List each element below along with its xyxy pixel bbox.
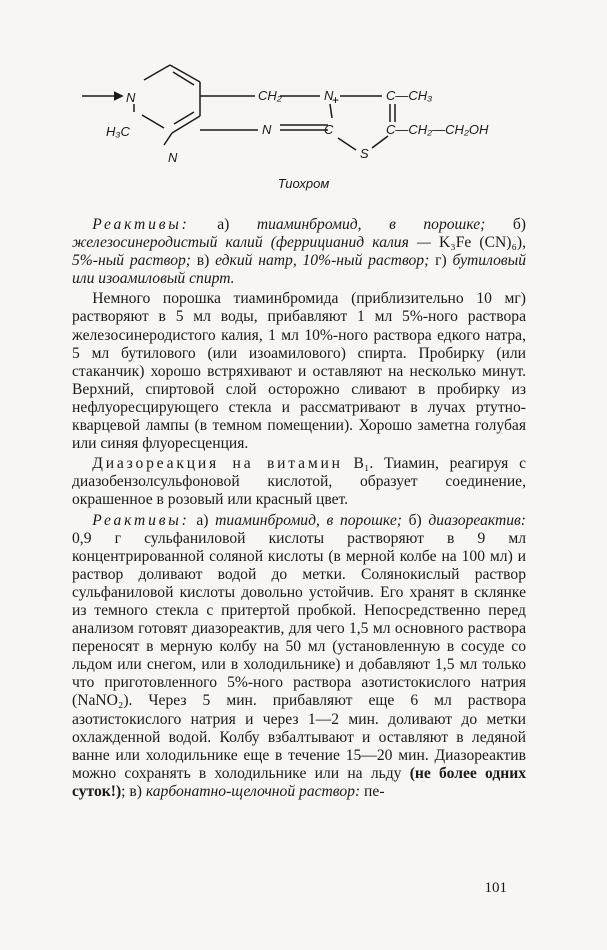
atom-n1: N — [126, 90, 136, 105]
paragraph-reagents-1 — [72, 216, 526, 288]
reagent-d: бутиловый или изоамиловый спирт. — [72, 252, 526, 288]
text-run: 0,9 г сульфаниловой кислоты растворяют в 9 мл концентрированной соляной кислоты (в мерной колбе на 100 мл) и раствор доливают водой до метки. Солянокислый раствор сульфаниловой кислоты довольно устойчив. Его хранят в склянке из темного стекла с притертой пробкой. Непосредственно перед анализом готовят диазореактив, для чего 1,5 мл основного раствора переносят в мерную колбу на 50 мл (установленную в сосуде со льдом или снегом, или в холодильнике) и добавляют 1,5 мл только что приготовленного 5%-ного раствора азотистокислого натрия (NaNO₂). Через 5 мин. прибавляют еще 6 мл раствора азотистокислого натрия и через 1—2 мин. доливают до метки охлажденной водой. Колбу взбалтывают и оставляют в ледяной ванне или холодильнике еще в течение 15—20 мин. Диазореактив можно сохранять в холодильнике или на льду — [72, 529, 526, 782]
reagent-c-2: карбонатно-щелочной раствор: — [145, 782, 361, 800]
charge-sign: + — [332, 93, 340, 107]
text-run: B₁. Тиамин, реагируя с диазобензолсульфоновой кислотой, образует соединение, окрашенное в розовый или красный цвет. — [72, 455, 526, 509]
text-run: в) — [191, 252, 216, 270]
text-run: K₃Fe (CN)₆), — [430, 234, 527, 252]
reagent-c: едкий натр, 10%-ный раствор; — [215, 252, 430, 270]
storage-warning: (не более одних суток!) — [72, 764, 527, 800]
atom-n-mid: N — [262, 122, 272, 137]
reagents-heading: Реактивы: — [92, 216, 190, 233]
atom-c-chain: C—CH₂—CH₂OH — [386, 122, 489, 137]
paragraph-reagents-2 — [72, 512, 526, 802]
reagent-a-2: тиаминбромид, в порошке; — [215, 511, 402, 529]
body-text — [72, 216, 526, 801]
reagents-heading-2: Реактивы: — [92, 511, 190, 529]
atom-c-ch3: C—CH₃ — [386, 88, 433, 103]
text-run: б) — [401, 511, 429, 529]
page-number: 101 — [484, 880, 507, 896]
reagent-b: железосинеродистый калий (феррицианид калия — — [72, 234, 431, 252]
diazo-heading: Диазореакция на витамин — [92, 455, 343, 473]
paragraph-procedure: Немного порошка тиаминбромида (приблизительно 10 мг) растворяют в 5 мл воды, прибавляют 1 мл 5%-ного раствора железосинеродистого калия, 1 мл 10%-ного раствора едкого натра, 5 мл бутилового (или изоамилового) спирта. Пробирку (или стаканчик) хорошо встряхивают и оставляют на несколько минут. Верхний, спиртовой слой осторожно сливают в пробирку из нефлуоресцирующего стекла и рассматривают в лучах ртутно-кварцевой лампы (в темном помещении). Хорошо заметна голубая или синяя флуоресценция. — [72, 290, 526, 453]
atom-ch2: CH₂ — [258, 88, 282, 103]
text-run: г) — [429, 252, 453, 270]
diazo-reagent: диазореактив: — [428, 511, 526, 529]
text-run: а) — [189, 511, 216, 529]
atom-h3c: H₃C — [106, 124, 130, 139]
paragraph-diazo-heading — [72, 455, 526, 509]
atom-n-top: N — [324, 88, 334, 103]
text-run: б) — [485, 216, 526, 233]
figure-caption: Тиохром — [277, 176, 330, 191]
text-run: а) — [189, 216, 257, 233]
reagent-a: тиаминбромид, в порошке; — [256, 216, 486, 233]
atom-c-mid: C — [324, 122, 334, 137]
text-run: пе- — [360, 782, 385, 800]
atom-s: S — [360, 146, 369, 161]
atom-n2: N — [168, 150, 178, 165]
text-run: ; в) — [121, 782, 146, 800]
reagent-b-conc: 5%-ный раствор; — [72, 252, 191, 270]
